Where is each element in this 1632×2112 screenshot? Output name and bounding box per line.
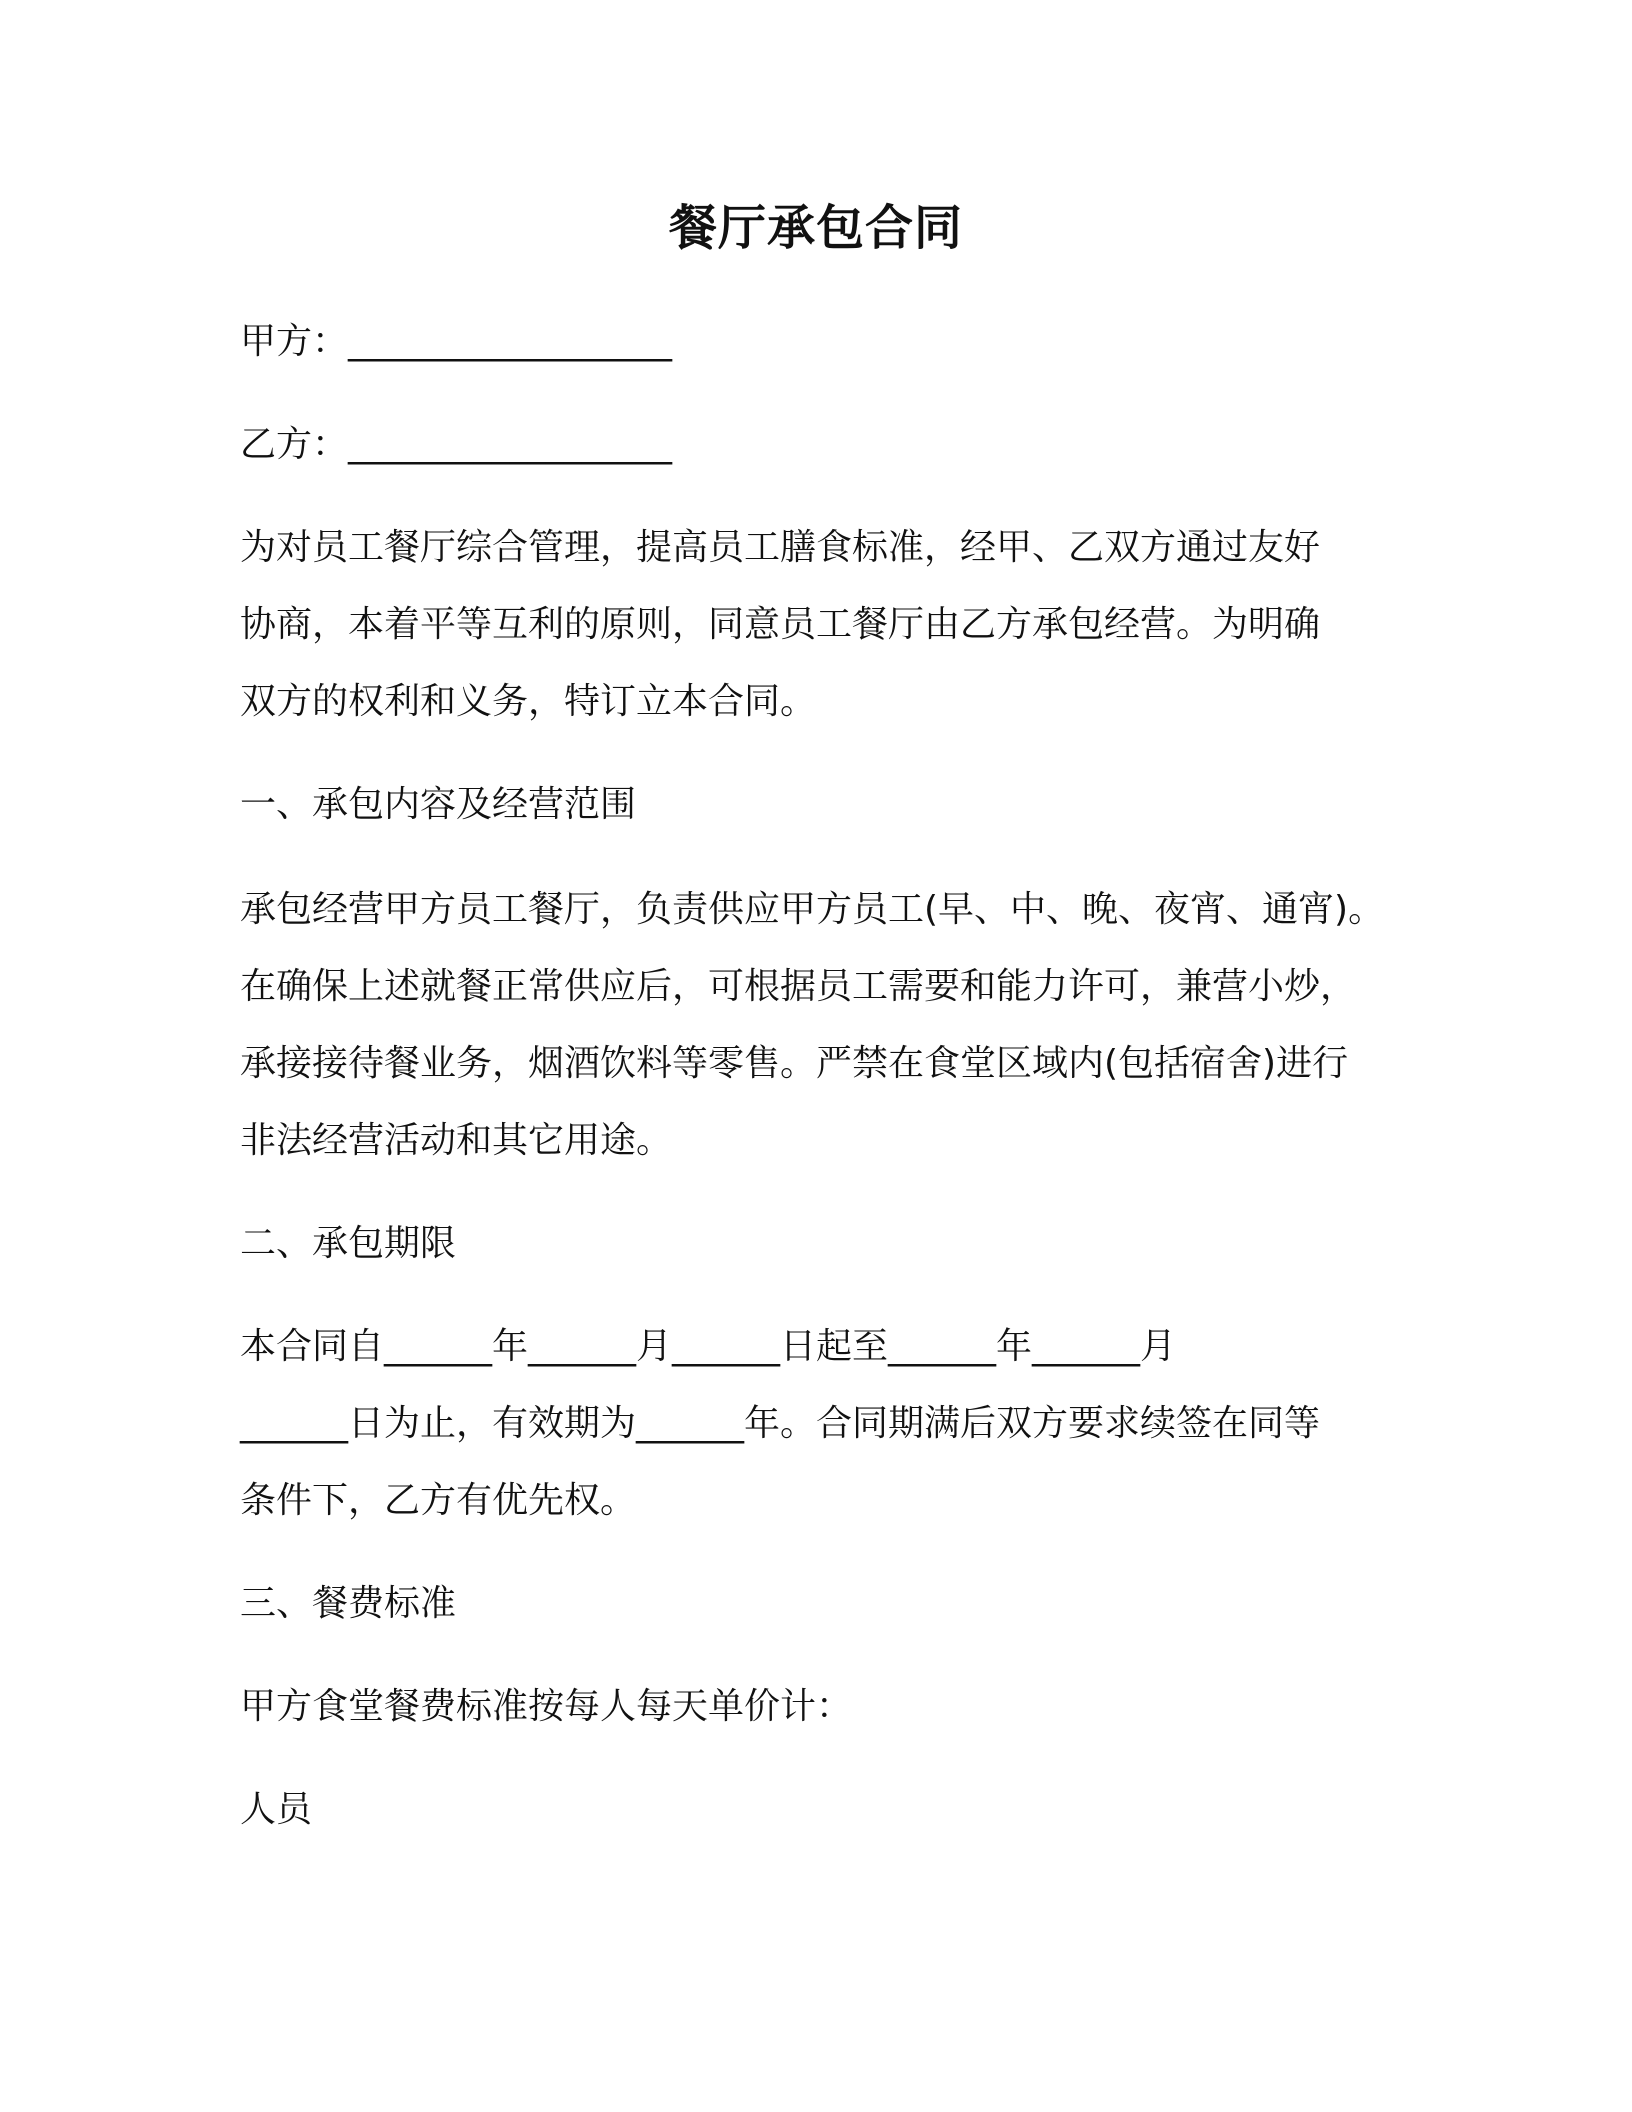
party-a-line: 甲方：__________________ [240, 321, 673, 362]
section-2-line-1: 本合同自______年______月______日起至______年______月 [240, 1326, 1177, 1367]
section-1-heading: 一、承包内容及经营范围 [240, 784, 637, 825]
section-1-line-2: 在确保上述就餐正常供应后，可根据员工需要和能力许可，兼营小炒， [240, 966, 1357, 1007]
intro-line-2: 协商，本着平等互利的原则，同意员工餐厅由乙方承包经营。为明确 [240, 604, 1321, 645]
section-2-line-3: 条件下，乙方有优先权。 [240, 1480, 637, 1521]
intro-line-1: 为对员工餐厅综合管理，提高员工膳食标准，经甲、乙双方通过友好 [240, 527, 1321, 568]
section-1-line-1: 承包经营甲方员工餐厅，负责供应甲方员工(早、中、晚、夜宵、通宵)。 [240, 889, 1385, 930]
section-2-heading: 二、承包期限 [240, 1223, 457, 1264]
section-2-line-2: ______日为止，有效期为______年。合同期满后双方要求续签在同等 [240, 1403, 1321, 1444]
document-title: 餐厅承包合同 [668, 200, 963, 256]
section-1-line-4: 非法经营活动和其它用途。 [240, 1120, 673, 1161]
party-b-line: 乙方：__________________ [240, 424, 673, 465]
section-3-heading: 三、餐费标准 [240, 1583, 457, 1624]
section-3-line-1: 甲方食堂餐费标准按每人每天单价计： [240, 1686, 853, 1727]
section-3-line-2: 人员 [240, 1789, 313, 1830]
intro-line-3: 双方的权利和义务，特订立本合同。 [240, 681, 817, 722]
section-1-line-3: 承接接待餐业务，烟酒饮料等零售。严禁在食堂区域内(包括宿舍)进行 [240, 1043, 1349, 1084]
